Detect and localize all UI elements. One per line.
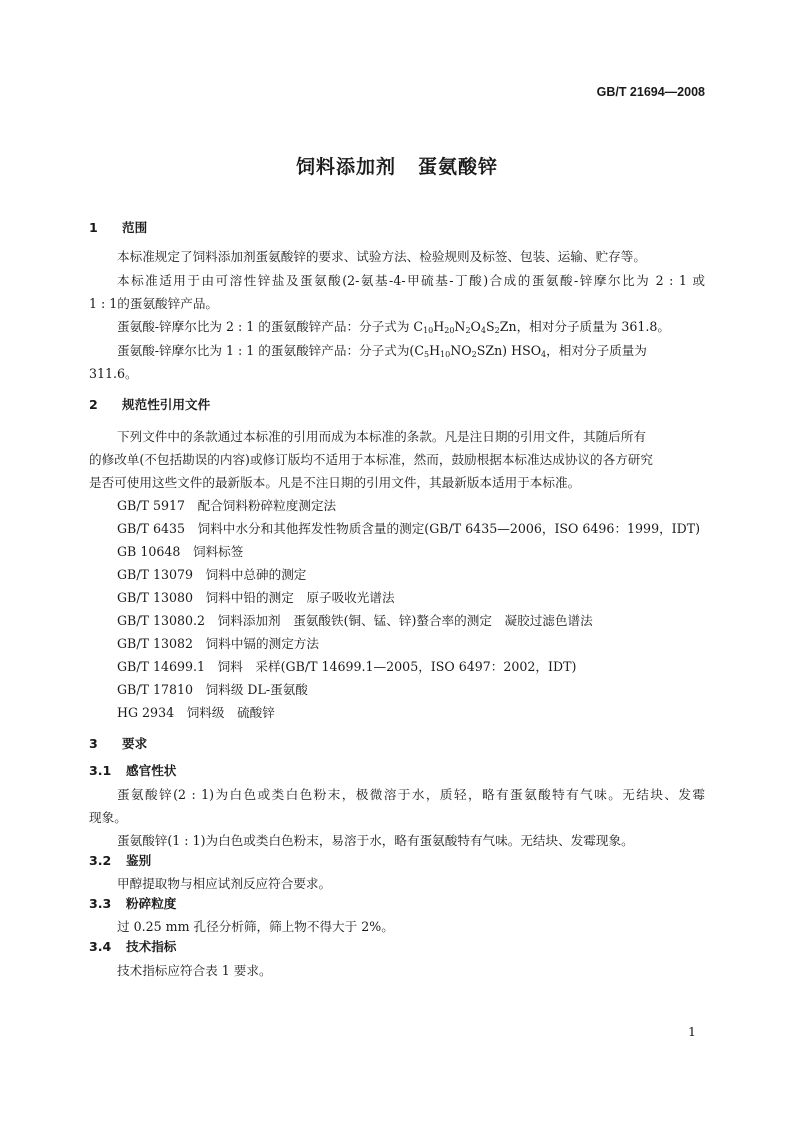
section-2-paragraph-1-cont2: 是否可使用这些文件的最新版本。凡是不注日期的引用文件，其最新版本适用于本标准。 [89,475,581,490]
page-number: 1 [688,1024,696,1039]
page-title [0,152,794,179]
reference-item: GB/T 6435 饲料中水分和其他挥发性物质含量的测定(GB/T 6435—2006，ISO 6496：1999，IDT) [117,521,701,536]
section-1-paragraph-2: 本标准适用于由可溶性锌盐及蛋氨酸(2-氨基-4-甲硫基-丁酸)合成的蛋氨酸-锌摩尔比为 2 : 1 或 [117,273,705,288]
section-3-1-paragraph-1: 蛋氨酸锌(2 : 1)为白色或类白色粉末，极微溶于水，质轻，略有蛋氨酸特有气味。无结块、发霉 [117,787,705,802]
section-1-paragraph-4: 蛋氨酸-锌摩尔比为 1 : 1 的蛋氨酸锌产品：分子式为$(C_5H_{10}NO_2SZn)$ $HSO_4$，相对分子质量为 [117,343,647,359]
title-part-2: 蛋氨酸锌 [418,156,499,178]
section-1-paragraph-4-cont: 311.6。 [89,366,138,381]
reference-item: GB/T 5917 配合饲料粉碎粒度测定法 [117,498,337,513]
reference-item: GB/T 13080.2 饲料添加剂 蛋氨酸铁(铜、锰、锌)螯合率的测定 凝胶过滤色谱法 [117,613,593,628]
reference-item: GB/T 17810 饲料级 DL-蛋氨酸 [117,682,308,697]
chemical-formula-2-1: $C_{10}H_{20}N_2O_4S_2Zn$ [413,319,517,335]
section-1-paragraph-2-cont: 1 : 1的蛋氨酸锌产品。 [89,296,219,311]
reference-item: HG 2934 饲料级 硫酸锌 [117,705,275,720]
section-3-2-heading: 3.2 鉴别 [89,853,152,868]
section-3-3-heading: 3.3 粉碎粒度 [89,896,177,911]
section-3-heading: 3 要求 [89,736,148,751]
section-1-paragraph-1: 本标准规定了饲料添加剂蛋氨酸锌的要求、试验方法、检验规则及标签、包装、运输、贮存等。 [117,249,646,264]
standard-code: GB/T 21694—2008 [596,85,705,99]
section-3-2-paragraph: 甲醇提取物与相应试剂反应符合要求。 [117,876,332,891]
section-3-4-heading: 3.4 技术指标 [89,939,177,954]
reference-item: GB/T 13080 饲料中铅的测定 原子吸收光谱法 [117,590,395,605]
section-1-heading: 1 范围 [89,220,148,235]
section-3-3-paragraph: 过 0.25 mm 孔径分析筛，筛上物不得大于 2%。 [117,919,394,934]
reference-item: GB/T 14699.1 饲料 采样(GB/T 14699.1—2005，ISO 6497：2002，IDT) [117,659,577,674]
section-2-paragraph-1: 下列文件中的条款通过本标准的引用而成为本标准的条款。凡是注日期的引用文件，其随后所有 [117,429,646,444]
title-part-1: 饲料添加剂 [295,156,396,178]
section-3-4-paragraph: 技术指标应符合表 1 要求。 [117,963,272,978]
reference-item: GB/T 13079 饲料中总砷的测定 [117,567,307,582]
section-3-1-paragraph-1-cont: 现象。 [89,810,127,825]
section-2-heading: 2 规范性引用文件 [89,397,211,412]
section-3-1-heading: 3.1 感官性状 [89,763,177,778]
section-3-1-paragraph-2: 蛋氨酸锌(1 : 1)为白色或类白色粉末，易溶于水，略有蛋氨酸特有气味。无结块、发霉现象。 [117,833,634,848]
reference-item: GB 10648 饲料标签 [117,544,244,559]
section-1-paragraph-3: 蛋氨酸-锌摩尔比为 2 : 1 的蛋氨酸锌产品：分子式为 $C_{10}H_{20}N_2O_4S_2Zn$，相对分子质量为 361.8。 [117,319,670,335]
reference-item: GB/T 13082 饲料中镉的测定方法 [117,636,319,651]
section-2-paragraph-1-cont: 的修改单(不包括勘误的内容)或修订版均不适用于本标准，然而，鼓励根据本标准达成协议的各方研究 [89,452,653,467]
